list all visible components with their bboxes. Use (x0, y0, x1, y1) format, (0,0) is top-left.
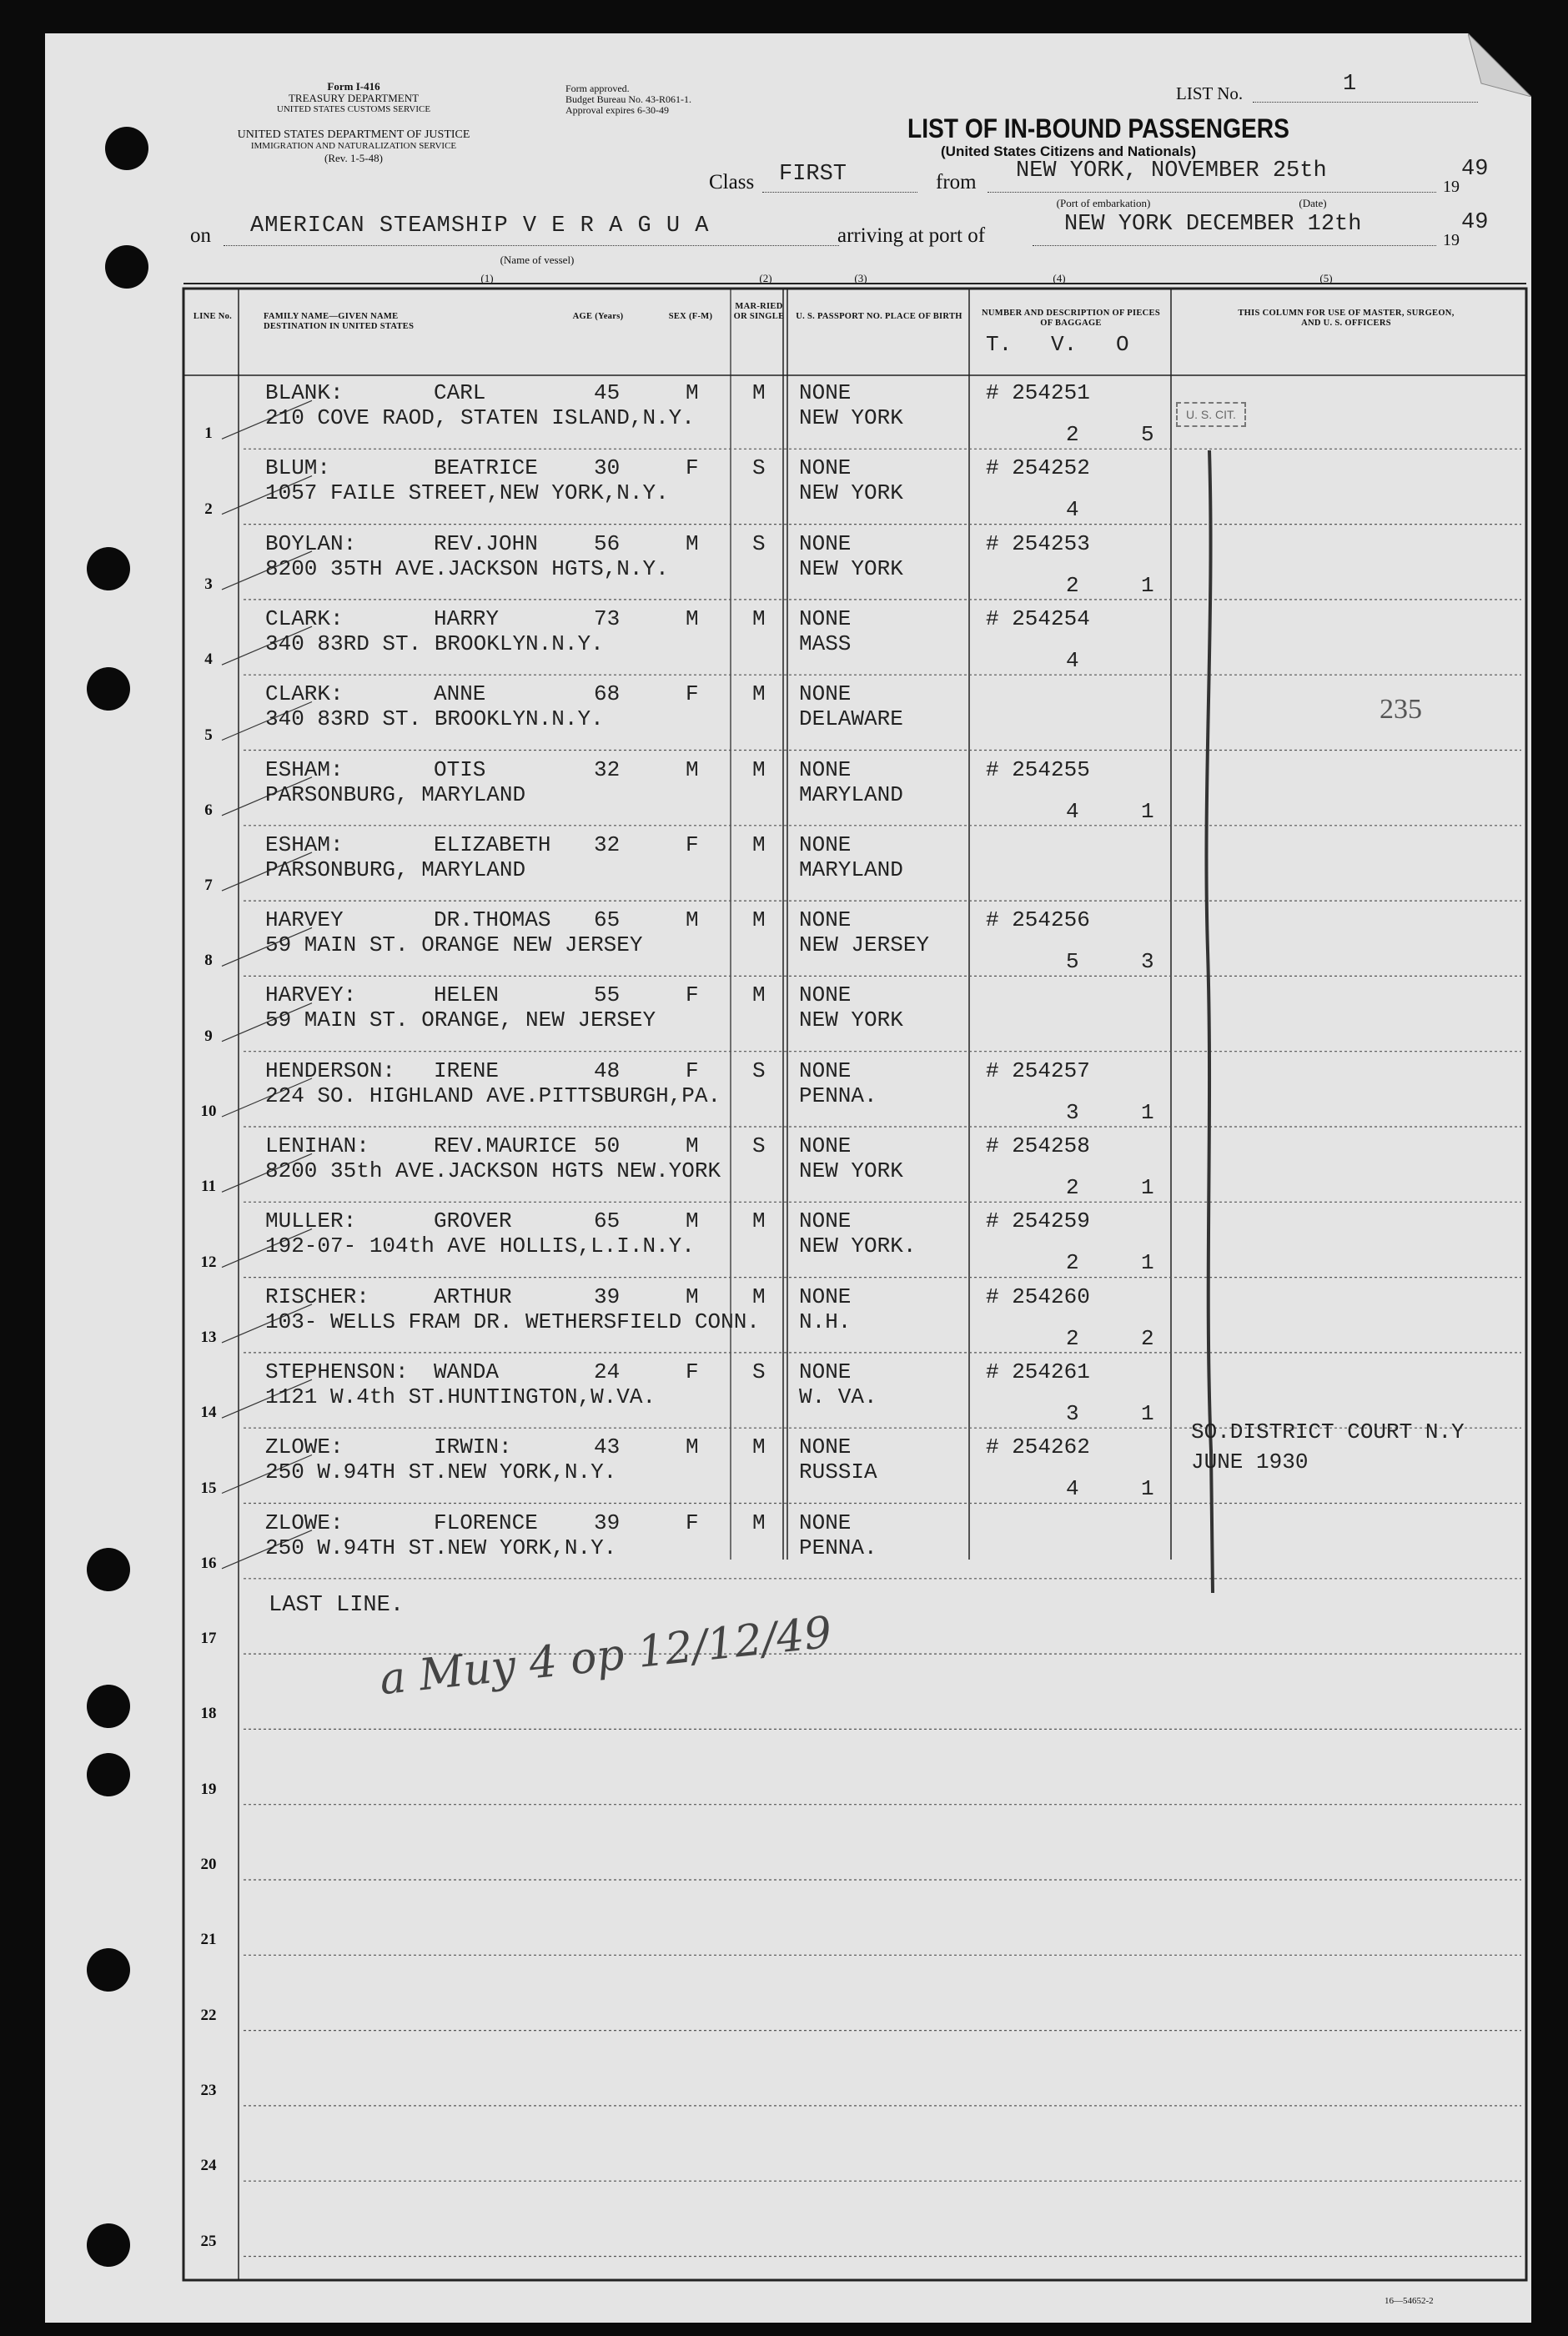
page-subtitle: (United States Citizens and Nationals) (941, 143, 1197, 159)
cell-age: 43 (594, 1434, 621, 1460)
cell-t: 4 (1066, 798, 1079, 824)
cell-v: 3 (1141, 949, 1154, 975)
cell-pob: W. VA. (799, 1384, 877, 1409)
cell-sex: M (686, 380, 699, 405)
cell-dest: 8200 35th AVE.JACKSON HGTS NEW.YORK (265, 1158, 721, 1183)
cell-bag: # 254258 (986, 1133, 1090, 1158)
cell-pob: NEW YORK. (799, 1233, 917, 1259)
col-header-line: LINE No. (193, 312, 233, 321)
class-label: Class (709, 171, 755, 193)
cell-dest: 210 COVE RAOD, STATEN ISLAND,N.Y. (265, 405, 695, 430)
revision-label: (Rev. 1-5-48) (324, 152, 383, 164)
line-number: 23 (200, 2081, 217, 2099)
cell-bag: # 254256 (986, 907, 1090, 933)
cell-family: CLARK: (265, 605, 344, 631)
cell-sex: M (686, 1133, 699, 1158)
cell-given: FLORENCE (434, 1510, 538, 1535)
line-number: 19 (200, 1780, 217, 1798)
line-number: 17 (200, 1630, 217, 1648)
cell-age: 73 (594, 605, 621, 631)
cell-age: 65 (594, 907, 621, 933)
cell-v: 1 (1141, 1400, 1154, 1426)
class-value: FIRST (779, 162, 847, 187)
cell-bag: # 254254 (986, 605, 1090, 631)
line-number: 24 (200, 2157, 217, 2175)
vessel-caption: (Name of vessel) (500, 254, 575, 266)
cell-sex: F (686, 831, 699, 857)
page-title: LIST OF IN-BOUND PASSENGERS (907, 113, 1289, 143)
manifest-sheet (45, 33, 1531, 2323)
line-number: 20 (200, 1856, 217, 1873)
line-number: 18 (200, 1705, 217, 1723)
cell-family: BLANK: (265, 380, 344, 405)
cell-bag: # 254259 (986, 1208, 1090, 1234)
cell-t: 4 (1066, 1476, 1079, 1502)
treasury-label: TREASURY DEPARTMENT (288, 92, 420, 104)
cell-v: 1 (1141, 798, 1154, 824)
cell-age: 39 (594, 1284, 621, 1309)
year-suffix-arrival: 49 (1461, 210, 1489, 235)
line-number: 10 (200, 1103, 217, 1120)
cell-pob: PENNA. (799, 1083, 877, 1108)
cell-v: 1 (1141, 1250, 1154, 1276)
cell-age: 56 (594, 530, 621, 556)
cell-ms: M (752, 1284, 766, 1309)
cell-pp: NONE (799, 982, 852, 1008)
line-number: 21 (200, 1931, 217, 1949)
handwritten-signature: a Muy 4 op 12/12/49 (377, 1607, 835, 1706)
line-number: 13 (200, 1328, 217, 1346)
cell-t: 4 (1066, 647, 1079, 673)
col-header-sex: SEX (F-M) (668, 312, 713, 321)
cell-age: 65 (594, 1208, 621, 1234)
cell-age: 32 (594, 756, 621, 782)
cell-family: CLARK: (265, 681, 344, 707)
cell-ms: S (752, 1133, 766, 1158)
cell-family: BOYLAN: (265, 530, 357, 556)
customs-label: UNITED STATES CUSTOMS SERVICE (276, 104, 431, 114)
year-suffix-embark: 49 (1461, 157, 1489, 182)
cell-pob: PENNA. (799, 1535, 877, 1560)
cell-pp: NONE (799, 1434, 852, 1460)
date-caption: (Date) (1299, 197, 1327, 209)
cell-age: 45 (594, 380, 621, 405)
cell-sex: F (686, 681, 699, 707)
cell-v: 1 (1141, 1175, 1154, 1200)
line-number: 7 (204, 877, 213, 895)
cell-pob: NEW JERSEY (799, 932, 930, 958)
cell-ms: M (752, 982, 766, 1008)
footer-code: 16—54652-2 (1385, 2296, 1434, 2306)
cell-age: 48 (594, 1057, 621, 1083)
from-label: from (936, 171, 977, 193)
cell-sex: F (686, 1057, 699, 1083)
cell-given: HELEN (434, 982, 500, 1008)
cell-family: RISCHER: (265, 1284, 369, 1309)
cell-family: ESHAM: (265, 831, 344, 857)
line-number: 2 (204, 500, 213, 518)
line-number: 22 (200, 2006, 217, 2024)
line-number: 9 (204, 1027, 213, 1045)
cell-v: 1 (1141, 572, 1154, 598)
cell-bag: # 254260 (986, 1284, 1090, 1309)
cell-sex: M (686, 1434, 699, 1460)
cell-given: IRENE (434, 1057, 500, 1083)
cell-family: STEPHENSON: (265, 1359, 409, 1384)
cell-family: HARVEY (265, 907, 344, 933)
col-num-1: (1) (480, 272, 494, 284)
cell-sex: M (686, 1284, 699, 1309)
cell-pp: NONE (799, 681, 852, 707)
cell-sex: M (686, 756, 699, 782)
officer-date-note: JUNE 1930 (1191, 1449, 1309, 1474)
cell-given: REV.MAURICE (434, 1133, 577, 1158)
embarkation-value: NEW YORK, NOVEMBER 25th (1016, 158, 1327, 183)
cell-given: IRWIN: (434, 1434, 512, 1460)
cell-family: HARVEY: (265, 982, 357, 1008)
cell-pob: DELAWARE (799, 706, 903, 732)
baggage-subheader: T. V. O (986, 332, 1129, 357)
line-number: 25 (200, 2232, 217, 2250)
cell-pp: NONE (799, 1510, 852, 1535)
list-no-value: 1 (1343, 72, 1357, 97)
line-number: 15 (200, 1479, 217, 1497)
cell-age: 30 (594, 455, 621, 481)
cell-given: CARL (434, 380, 486, 405)
cell-ms: S (752, 530, 766, 556)
cell-t: 2 (1066, 1250, 1079, 1276)
cell-ms: M (752, 1208, 766, 1234)
cell-bag: # 254251 (986, 380, 1090, 405)
cell-given: ELIZABETH (434, 831, 551, 857)
cell-age: 68 (594, 681, 621, 707)
cell-sex: F (686, 1510, 699, 1535)
line-number: 8 (204, 952, 213, 970)
cell-bag: # 254253 (986, 530, 1090, 556)
col-header-married: MAR-RIED OR SINGLE (733, 302, 785, 321)
cell-pob: N.H. (799, 1309, 852, 1334)
cell-dest: 224 SO. HIGHLAND AVE.PITTSBURGH,PA. (265, 1083, 721, 1108)
cell-pp: NONE (799, 1057, 852, 1083)
cell-t: 3 (1066, 1400, 1079, 1426)
cell-given: BEATRICE (434, 455, 538, 481)
cell-ms: M (752, 1434, 766, 1460)
arriving-label: arriving at port of (837, 224, 986, 247)
cell-family: BLUM: (265, 455, 331, 481)
cell-dest: 250 W.94TH ST.NEW YORK,N.Y. (265, 1459, 617, 1485)
line-number: 12 (200, 1253, 217, 1271)
year-prefix-arrival: 19 (1443, 231, 1460, 249)
cell-sex: F (686, 1359, 699, 1384)
line-number: 6 (204, 801, 213, 819)
cell-given: DR.THOMAS (434, 907, 551, 933)
line-number: 14 (200, 1404, 217, 1422)
approval-expires: Approval expires 6-30-49 (565, 104, 669, 116)
cell-sex: M (686, 605, 699, 631)
cell-age: 32 (594, 831, 621, 857)
col-header-baggage: NUMBER AND DESCRIPTION OF PIECES OF BAGGAGE (982, 309, 1160, 328)
cell-v: 1 (1141, 1099, 1154, 1125)
line-number: 3 (204, 575, 213, 593)
vessel-value: AMERICAN STEAMSHIP V E R A G U A (250, 214, 710, 239)
cell-pob: MARYLAND (799, 781, 903, 807)
cell-dest: 1121 W.4th ST.HUNTINGTON,W.VA. (265, 1384, 656, 1409)
line-number: 16 (200, 1554, 217, 1572)
cell-t: 2 (1066, 1325, 1079, 1351)
cell-dest: 8200 35TH AVE.JACKSON HGTS,N.Y. (265, 555, 669, 581)
cell-pp: NONE (799, 380, 852, 405)
cell-dest: 59 MAIN ST. ORANGE, NEW JERSEY (265, 1007, 656, 1033)
cell-ms: M (752, 605, 766, 631)
cell-given: REV.JOHN (434, 530, 538, 556)
cell-age: 39 (594, 1510, 621, 1535)
cell-pp: NONE (799, 1133, 852, 1158)
line-number: 5 (204, 726, 213, 744)
cell-age: 55 (594, 982, 621, 1008)
cell-pp: NONE (799, 831, 852, 857)
cell-given: ARTHUR (434, 1284, 512, 1309)
cell-ms: M (752, 380, 766, 405)
cell-age: 24 (594, 1359, 621, 1384)
col-num-2: (2) (759, 272, 772, 284)
cell-ms: S (752, 455, 766, 481)
cell-pob: NEW YORK (799, 1158, 903, 1183)
cell-ms: M (752, 681, 766, 707)
officer-page-number: 235 (1380, 694, 1422, 725)
cell-dest: PARSONBURG, MARYLAND (265, 857, 526, 882)
justice-label: UNITED STATES DEPARTMENT OF JUSTICE (237, 128, 470, 141)
cell-sex: M (686, 907, 699, 933)
year-prefix-embark: 19 (1443, 178, 1460, 196)
cell-family: ZLOWE: (265, 1434, 344, 1460)
cell-pp: NONE (799, 530, 852, 556)
form-number: Form I-416 (327, 80, 380, 93)
cell-t: 2 (1066, 1175, 1079, 1200)
cell-dest: 250 W.94TH ST.NEW YORK,N.Y. (265, 1535, 617, 1560)
cell-pp: NONE (799, 907, 852, 933)
line-number: 4 (204, 651, 213, 669)
cell-ms: M (752, 907, 766, 933)
cell-v: 1 (1141, 1476, 1154, 1502)
cell-given: ANNE (434, 681, 486, 707)
cell-pob: MASS (799, 630, 852, 656)
cell-pob: NEW YORK (799, 1007, 903, 1033)
cell-bag: # 254262 (986, 1434, 1090, 1460)
cell-v: 5 (1141, 422, 1154, 447)
arrival-value: NEW YORK DECEMBER 12th (1064, 212, 1362, 237)
cell-pob: NEW YORK (799, 480, 903, 506)
cell-pp: NONE (799, 1208, 852, 1234)
cell-bag: # 254255 (986, 756, 1090, 782)
cell-family: MULLER: (265, 1208, 357, 1234)
cell-family: ZLOWE: (265, 1510, 344, 1535)
cell-given: GROVER (434, 1208, 512, 1234)
cell-family: ESHAM: (265, 756, 344, 782)
cell-ms: S (752, 1057, 766, 1083)
cell-pob: NEW YORK (799, 555, 903, 581)
cell-pob: RUSSIA (799, 1459, 877, 1485)
cell-ms: S (752, 1359, 766, 1384)
cell-pob: NEW YORK (799, 405, 903, 430)
cell-sex: M (686, 1208, 699, 1234)
cell-t: 5 (1066, 949, 1079, 975)
cell-ms: M (752, 831, 766, 857)
us-citizen-stamp: U. S. CIT. (1176, 402, 1246, 427)
cell-dest: 340 83RD ST. BROOKLYN.N.Y. (265, 630, 604, 656)
cell-dest: 192-07- 104th AVE HOLLIS,L.I.N.Y. (265, 1233, 695, 1259)
officer-court-note: SO.DISTRICT COURT N.Y (1191, 1419, 1465, 1444)
cell-dest: PARSONBURG, MARYLAND (265, 781, 526, 807)
col-num-3: (3) (854, 272, 867, 284)
cell-pp: NONE (799, 1359, 852, 1384)
cell-given: WANDA (434, 1359, 500, 1384)
line-number: 11 (201, 1178, 216, 1196)
last-line-label: LAST LINE. (269, 1593, 405, 1618)
line-number: 1 (204, 424, 213, 443)
col-header-passport: U. S. PASSPORT NO. PLACE OF BIRTH (796, 312, 962, 321)
cell-dest: 1057 FAILE STREET,NEW YORK,N.Y. (265, 480, 669, 506)
cell-family: LENIHAN: (265, 1133, 369, 1158)
cell-dest: 340 83RD ST. BROOKLYN.N.Y. (265, 706, 604, 732)
cell-family: HENDERSON: (265, 1057, 396, 1083)
cell-t: 3 (1066, 1099, 1079, 1125)
cell-given: HARRY (434, 605, 500, 631)
col-num-5: (5) (1319, 272, 1333, 284)
cell-dest: 103- WELLS FRAM DR. WETHERSFIELD CONN. (265, 1309, 760, 1334)
list-no-label: LIST No. (1176, 83, 1244, 103)
cell-pob: MARYLAND (799, 857, 903, 882)
col-header-officers: THIS COLUMN FOR USE OF MASTER, SURGEON, AND U. S. OFFICERS (1238, 309, 1455, 328)
cell-sex: F (686, 455, 699, 481)
cell-given: OTIS (434, 756, 486, 782)
col-header-name: FAMILY NAME—GIVEN NAME DESTINATION IN UNITED STATES (264, 312, 415, 331)
ins-label: IMMIGRATION AND NATURALIZATION SERVICE (250, 141, 457, 151)
cell-ms: M (752, 756, 766, 782)
budget-bureau: Budget Bureau No. 43-R061-1. (565, 93, 691, 105)
cell-dest: 59 MAIN ST. ORANGE NEW JERSEY (265, 932, 643, 958)
cell-sex: M (686, 530, 699, 556)
cell-bag: # 254261 (986, 1359, 1090, 1384)
cell-t: 4 (1066, 497, 1079, 523)
cell-bag: # 254252 (986, 455, 1090, 481)
cell-t: 2 (1066, 422, 1079, 447)
cell-pp: NONE (799, 455, 852, 481)
cell-pp: NONE (799, 756, 852, 782)
cell-bag: # 254257 (986, 1057, 1090, 1083)
cell-pp: NONE (799, 1284, 852, 1309)
embarkation-caption: (Port of embarkation) (1056, 197, 1151, 209)
cell-ms: M (752, 1510, 766, 1535)
form-approved: Form approved. (565, 83, 630, 94)
col-num-4: (4) (1053, 272, 1066, 284)
cell-pp: NONE (799, 605, 852, 631)
cell-t: 2 (1066, 572, 1079, 598)
on-label: on (190, 224, 211, 247)
col-header-age: AGE (Years) (572, 312, 624, 321)
cell-sex: F (686, 982, 699, 1008)
cell-v: 2 (1141, 1325, 1154, 1351)
cell-age: 50 (594, 1133, 621, 1158)
